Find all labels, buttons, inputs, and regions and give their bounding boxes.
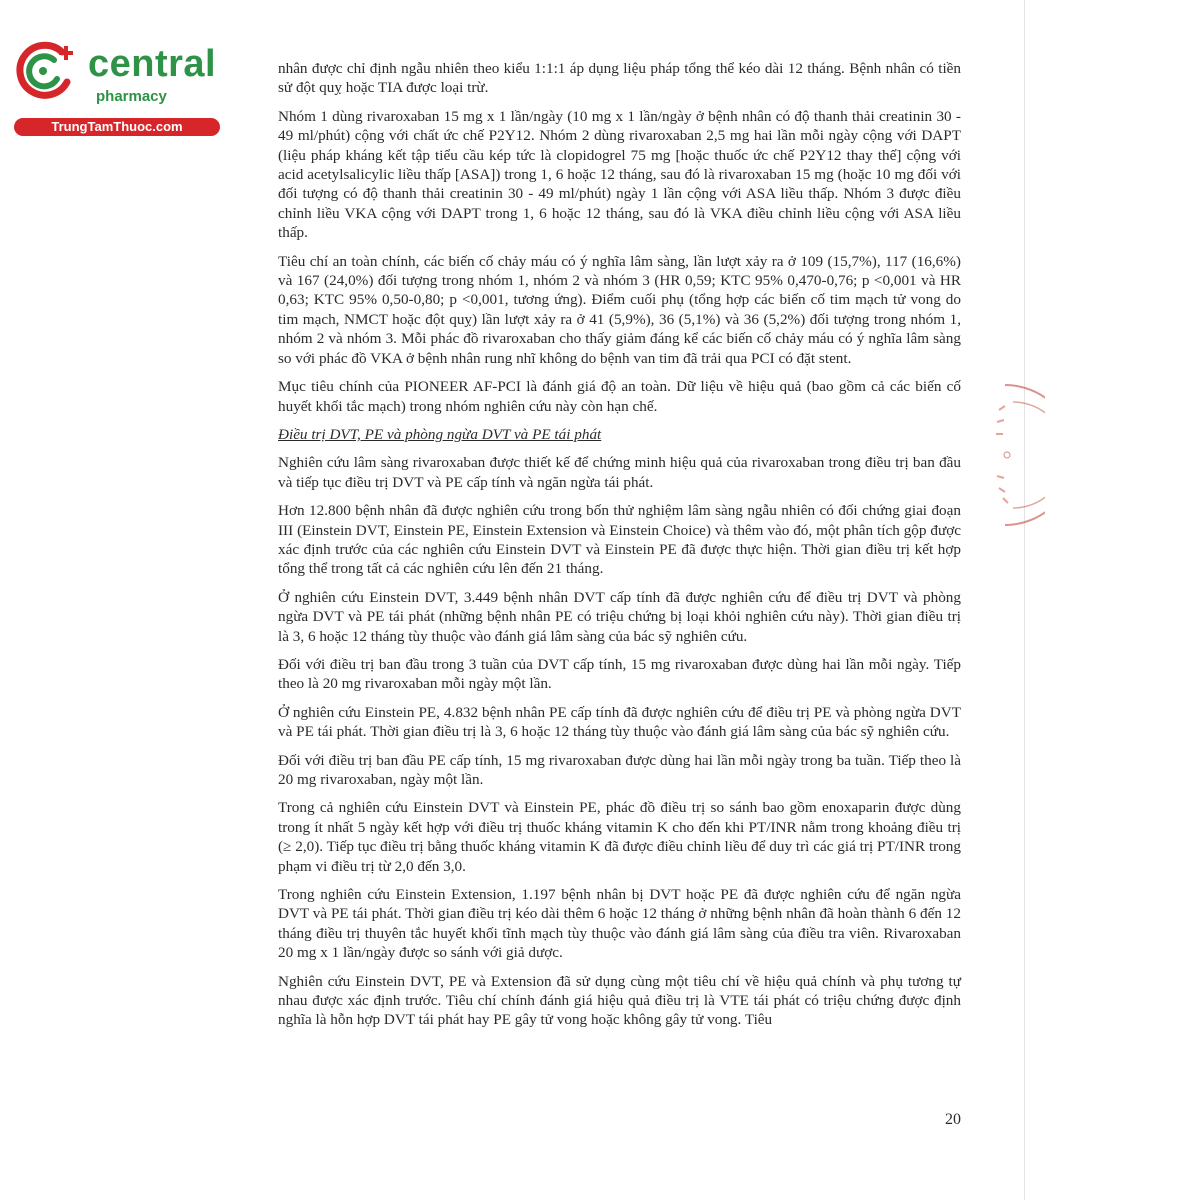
paragraph: Đối với điều trị ban đầu trong 3 tuần của DVT cấp tính, 15 mg rivaroxaban được dùng hai lần mỗi ngày. Tiếp theo là 20 mg rivaroxaban mỗi ngày một lần. [278,655,961,693]
paragraph: Ở nghiên cứu Einstein PE, 4.832 bệnh nhân PE cấp tính đã được nghiên cứu để điều trị PE và phòng ngừa DVT và PE tái phát. Thời gian điều trị là 3, 6 hoặc 12 tháng tùy thuộc vào đánh giá lâm sàng của bác sỹ nghiên cứu. [278,703,961,741]
document-body [278,59,961,1039]
page-number: 20 [945,1111,961,1128]
logo-brand-text: central [88,43,217,85]
paragraph: Trong nghiên cứu Einstein Extension, 1.197 bệnh nhân bị DVT hoặc PE đã được nghiên cứu để ngăn ngừa DVT và PE tái phát. Thời gian điều trị kéo dài thêm 6 hoặc 12 tháng ở những bệnh nhân đã hoàn thành 6 đến 12 tháng điều trị thuyên tắc huyết khối tĩnh mạch tùy thuộc vào đánh giá lâm sàng của điều tra viên. Rivaroxaban 20 mg x 1 lần/ngày được so sánh với giả dược. [278,886,961,962]
logo-subtitle-text: pharmacy [96,88,167,105]
page-edge [1024,0,1025,1200]
paragraph: Ở nghiên cứu Einstein DVT, 3.449 bệnh nhân DVT cấp tính đã được nghiên cứu để điều trị DVT và phòng ngừa DVT và PE tái phát (những bệnh nhân PE có triệu chứng bị loại khỏi nghiên cứu này). Thời gian điều trị là 3, 6 hoặc 12 tháng tùy thuộc vào đánh giá lâm sàng của bác sỹ nghiên cứu. [278,588,961,645]
official-seal-stamp-icon [985,380,1045,530]
logo-website-banner: TrungTamThuoc.com [14,118,220,136]
central-pharmacy-logo-mark-icon [10,38,78,106]
central-pharmacy-logo[interactable] [10,38,217,138]
paragraph: Nhóm 1 dùng rivaroxaban 15 mg x 1 lần/ngày (10 mg x 1 lần/ngày ở bệnh nhân có độ thanh thải creatinin 30 - 49 ml/phút) cộng với chất ức chế P2Y12. Nhóm 2 dùng rivaroxaban 2,5 mg hai lần mỗi ngày cộng với DAPT (liệu pháp kháng kết tập tiểu cầu kép tức là clopidogrel 75 mg [hoặc thuốc ức chế P2Y12 thay thế] cộng với acid acetylsalicylic liều thấp [ASA]) trong 1, 6 hoặc 12 tháng, sau đó là rivaroxaban 15 mg (hoặc 10 mg đối với đối tượng có độ thanh thải creatinin 30 - 49 ml/phút) ngày 1 lần cộng với ASA liều thấp. Nhóm 3 được điều chỉnh liều VKA cộng với DAPT trong 1, 6 hoặc 12 tháng, sau đó là VKA điều chỉnh liều cộng với ASA liều thấp. [278,107,961,242]
paragraph: Mục tiêu chính của PIONEER AF-PCI là đánh giá độ an toàn. Dữ liệu về hiệu quả (bao gồm cả các biến cố huyết khối tắc mạch) trong nhóm nghiên cứu này còn hạn chế. [278,378,961,415]
paragraph: Nghiên cứu lâm sàng rivaroxaban được thiết kế để chứng minh hiệu quả của rivaroxaban trong điều trị ban đầu và tiếp tục điều trị DVT và PE cấp tính và ngăn ngừa tái phát. [278,454,961,491]
paragraph: Nghiên cứu Einstein DVT, PE và Extension đã sử dụng cùng một tiêu chí về hiệu quả chính và phụ tương tự nhau được xác định trước. Tiêu chí chính đánh giá hiệu quả điều trị là VTE tái phát có triệu chứng được định nghĩa là hỗn hợp DVT tái phát hay PE gây tử vong hoặc không gây tử vong. Tiêu [278,972,961,1029]
paragraph: Hơn 12.800 bệnh nhân đã được nghiên cứu trong bốn thử nghiệm lâm sàng ngẫu nhiên có đối chứng giai đoạn III (Einstein DVT, Einstein PE, Einstein Extension và Einstein Choice) và thêm vào đó, một phân tích gộp được xác định trước của các nghiên cứu Einstein DVT và Einstein PE đã được thực hiện. Thời gian điều trị kết hợp tổng thể trong tất cả các nghiên cứu lên đến 21 tháng. [278,502,961,578]
paragraph: nhân được chỉ định ngẫu nhiên theo kiểu 1:1:1 áp dụng liệu pháp tổng thể kéo dài 12 tháng. Bệnh nhân có tiền sử đột quỵ hoặc TIA được loại trừ. [278,60,961,97]
paragraph: Đối với điều trị ban đầu PE cấp tính, 15 mg rivaroxaban được dùng hai lần mỗi ngày trong ba tuần. Tiếp theo là 20 mg rivaroxaban, ngày một lần. [278,751,961,788]
paragraph: Tiêu chí an toàn chính, các biến cố chảy máu có ý nghĩa lâm sàng, lần lượt xảy ra ở 109 (15,7%), 117 (16,6%) và 167 (24,0%) đối tượng trong nhóm 1, nhóm 2 và nhóm 3 (HR 0,59; KTC 95% 0,470-0,76; p <0,001 và HR 0,63; KTC 95% 0,50-0,80; p <0,001, tương ứng). Điểm cuối phụ (tổng hợp các biến cố tim mạch tử vong do tim mạch, NMCT hoặc đột quỵ) lần lượt xảy ra ở 41 (5,9%), 36 (5,1%) và 36 (5,2%) đối tượng trong nhóm 1, nhóm 2 và nhóm 3. Mỗi phác đồ rivaroxaban cho thấy giảm đáng kể các biến cố chảy máu có ý nghĩa lâm sàng so với phác đồ VKA ở bệnh nhân rung nhĩ không do bệnh van tim đã trải qua PCI có đặt stent. [278,252,961,367]
section-heading: Điều trị DVT, PE và phòng ngừa DVT và PE tái phát [278,425,602,443]
paragraph: Trong cả nghiên cứu Einstein DVT và Einstein PE, phác đồ điều trị so sánh bao gồm enoxaparin được dùng trong ít nhất 5 ngày kết hợp với điều trị thuốc kháng vitamin K cho đến khi PT/INR nằm trong khoảng điều trị (≥ 2,0). Tiếp tục điều trị bằng thuốc kháng vitamin K đã được điều chỉnh liều để duy trì các giá trị PT/INR trong phạm vi điều trị từ 2,0 đến 3,0. [278,799,961,875]
